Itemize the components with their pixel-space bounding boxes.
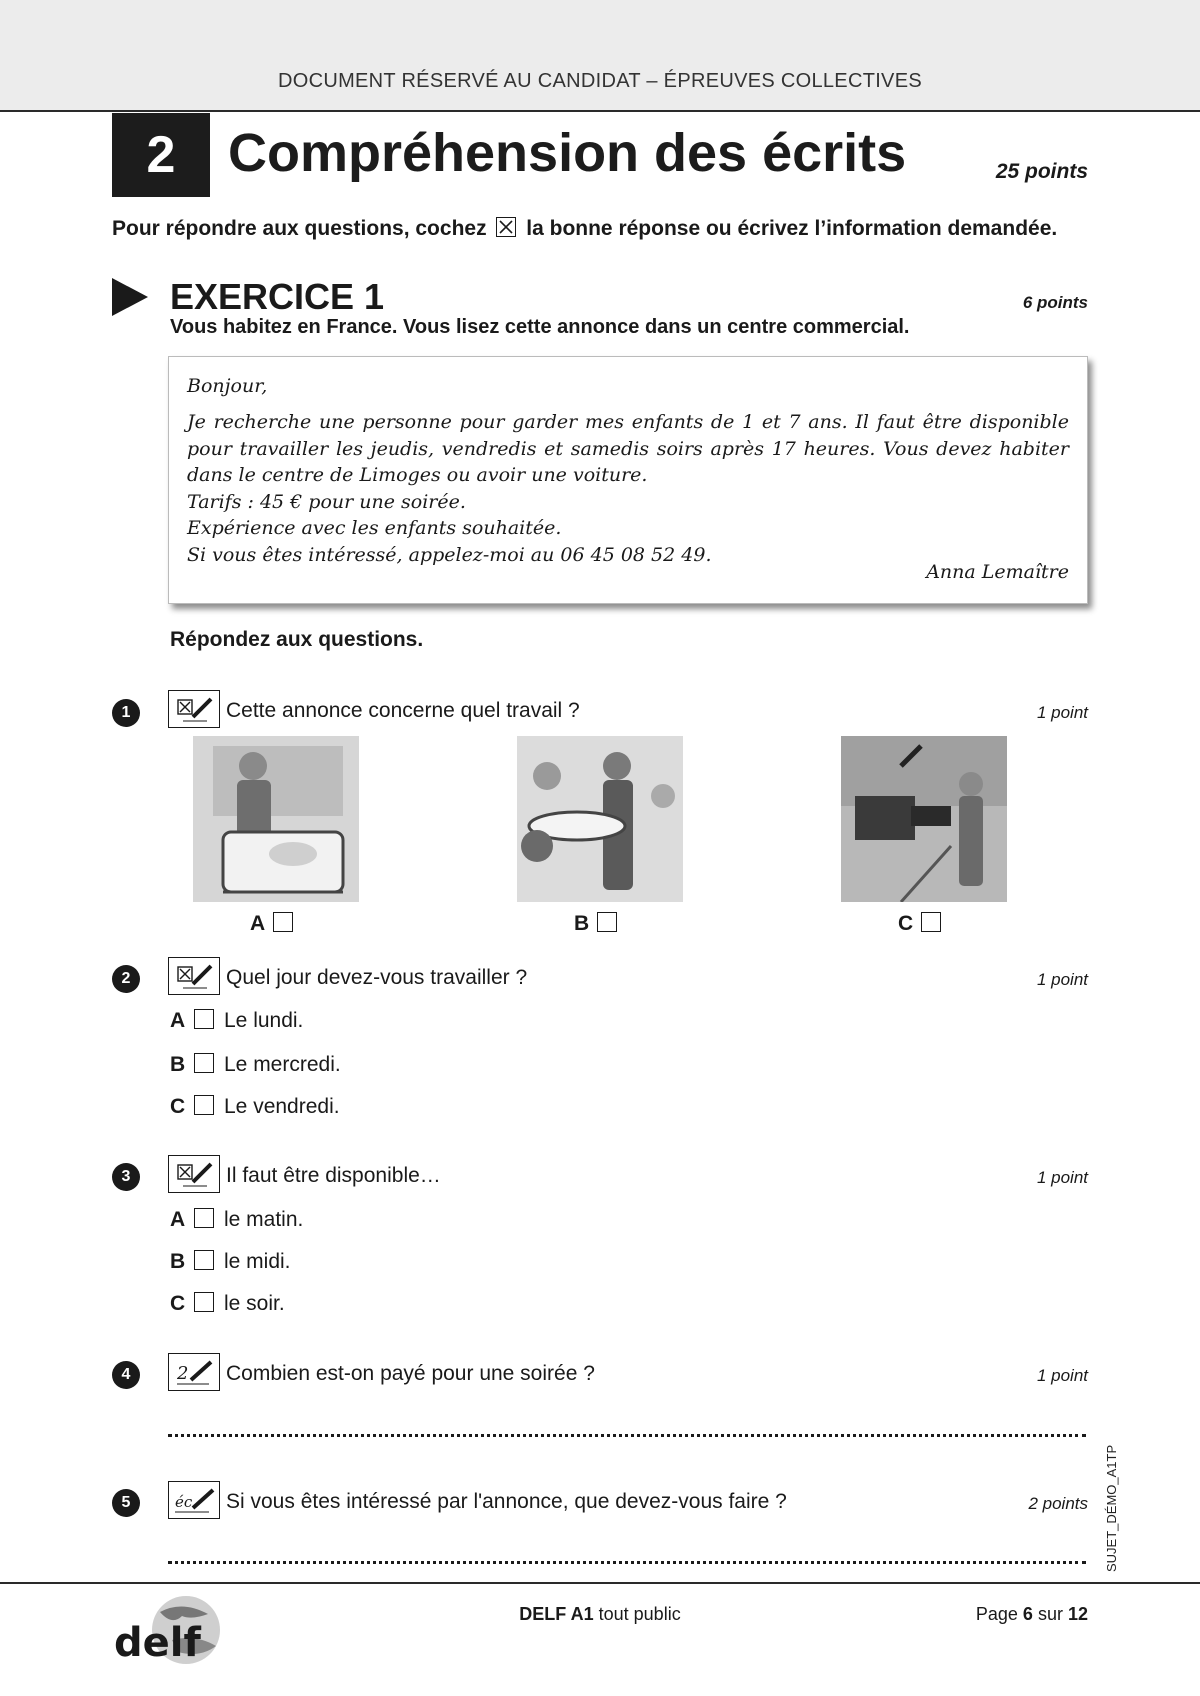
option-text: Le mercredi. — [224, 1053, 341, 1076]
ad-contact: Si vous êtes intéressé, appelez-moi au 06 45 08 52 49. — [187, 543, 712, 566]
option-text: Le vendredi. — [224, 1095, 340, 1118]
delf-logo — [112, 1590, 222, 1674]
ad-text: Je recherche une personne pour garder mes enfants de 1 et 7 ans. Il faut être disponible pour travailler les jeudis, vendredis et samedis soirs après 17 heures. Vous devez habiter dans le centre de Limoges ou avoir une voiture. — [187, 411, 1069, 486]
page-prefix: Page — [975, 1604, 1018, 1624]
option-letter: C — [898, 912, 914, 935]
question-points-3: 1 point — [1036, 1168, 1088, 1187]
option-letter: C — [170, 1095, 186, 1118]
question-text-3: Il faut être disponible… — [226, 1164, 441, 1187]
checkbox[interactable] — [273, 912, 293, 932]
checkbox[interactable] — [597, 912, 617, 932]
question-number-4: 4 — [112, 1361, 140, 1389]
checkbox[interactable] — [194, 1208, 214, 1228]
question-text-2: Quel jour devez-vous travailler ? — [226, 966, 528, 989]
checkbox[interactable] — [194, 1095, 214, 1115]
question-text-5: Si vous êtes intéressé par l'annonce, que devez-vous faire ? — [226, 1490, 787, 1513]
checkbox[interactable] — [194, 1053, 214, 1073]
question-number-1: 1 — [112, 699, 140, 727]
question-text-1: Cette annonce concerne quel travail ? — [226, 699, 580, 722]
option-letter: B — [170, 1053, 186, 1076]
exercise-context: Vous habitez en France. Vous lisez cette annonce dans un centre commercial. — [170, 316, 910, 338]
footer-exam-level: DELF A1 — [519, 1604, 594, 1624]
image-waitress — [517, 736, 683, 902]
ad-body — [187, 409, 1069, 568]
page-indicator — [976, 1604, 1088, 1625]
question-points-4: 1 point — [1036, 1366, 1088, 1385]
option-text: Le lundi. — [224, 1009, 304, 1032]
instruction-after: la bonne réponse ou écrivez l’information demandée. — [526, 217, 1058, 240]
option-letter: A — [170, 1009, 186, 1032]
question-points-5: 2 points — [1028, 1494, 1088, 1513]
write-number-icon — [168, 1353, 220, 1391]
page-current: 6 — [1022, 1604, 1033, 1624]
svg-text:éc: éc — [175, 1493, 193, 1511]
option-letter: A — [170, 1208, 186, 1231]
ad-rates: Tarifs : 45 € pour une soirée. — [187, 490, 466, 513]
option-c[interactable] — [170, 1095, 340, 1119]
option-letter: B — [170, 1250, 186, 1273]
side-code: SUJET_DÉMO_A1TP — [1104, 1444, 1119, 1572]
question-points-2: 1 point — [1036, 970, 1088, 989]
answer-line-5[interactable] — [168, 1561, 1086, 1564]
question-number-5: 5 — [112, 1489, 140, 1517]
checkbox-pencil-icon — [168, 1155, 220, 1193]
image-journalist — [841, 736, 1007, 902]
question-number-2: 2 — [112, 965, 140, 993]
header-band — [0, 0, 1200, 112]
exercise-title: EXERCICE 1 — [170, 276, 385, 317]
footer-exam-audience: tout public — [598, 1604, 681, 1624]
checkbox-pencil-icon — [168, 690, 220, 728]
respond-label: Répondez aux questions. — [170, 628, 424, 651]
ad-greeting: Bonjour, — [187, 375, 268, 397]
instruction — [112, 217, 1057, 241]
question-number-3: 3 — [112, 1163, 140, 1191]
answer-line-4[interactable] — [168, 1434, 1086, 1437]
ad-signature: Anna Lemaître — [926, 561, 1069, 583]
footer-divider — [0, 1582, 1200, 1584]
option-text: le midi. — [224, 1250, 291, 1273]
option-a[interactable] — [170, 1208, 303, 1232]
section-points: 25 points — [995, 160, 1088, 183]
ad-experience: Expérience avec les enfants souhaitée. — [187, 517, 562, 539]
checkbox[interactable] — [921, 912, 941, 932]
page-total: 12 — [1067, 1604, 1088, 1624]
exercise-arrow-icon — [112, 278, 148, 316]
image-babysitter — [193, 736, 359, 902]
option-b[interactable] — [170, 1250, 291, 1274]
svg-text:delf: delf — [114, 1620, 201, 1666]
option-label-b[interactable] — [574, 912, 617, 936]
option-b[interactable] — [170, 1053, 341, 1077]
checkbox-pencil-icon — [168, 957, 220, 995]
option-letter: C — [170, 1292, 186, 1315]
option-text: le soir. — [224, 1292, 285, 1315]
section-title: Compréhension des écrits — [228, 123, 907, 183]
checkbox[interactable] — [194, 1009, 214, 1029]
option-letter: B — [574, 912, 590, 935]
announcement-box — [168, 356, 1088, 604]
instruction-before: Pour répondre aux questions, cochez — [112, 217, 487, 240]
option-a[interactable] — [170, 1009, 303, 1033]
question-points-1: 1 point — [1036, 703, 1088, 722]
option-text: le matin. — [224, 1208, 304, 1231]
question-text-4: Combien est-on payé pour une soirée ? — [226, 1362, 595, 1385]
page-sep: sur — [1037, 1604, 1063, 1624]
checkbox[interactable] — [194, 1250, 214, 1270]
option-c[interactable] — [170, 1292, 285, 1316]
checkbox[interactable] — [194, 1292, 214, 1312]
option-label-a[interactable] — [250, 912, 293, 936]
exercise-points: 6 points — [1022, 293, 1088, 312]
option-label-c[interactable] — [898, 912, 941, 936]
write-text-icon — [168, 1481, 220, 1519]
option-letter: A — [250, 912, 266, 935]
checked-box-icon — [496, 217, 516, 237]
header-text: DOCUMENT RÉSERVÉ AU CANDIDAT – ÉPREUVES COLLECTIVES — [278, 70, 922, 92]
section-number: 2 — [112, 113, 210, 197]
svg-text:2: 2 — [177, 1363, 189, 1384]
